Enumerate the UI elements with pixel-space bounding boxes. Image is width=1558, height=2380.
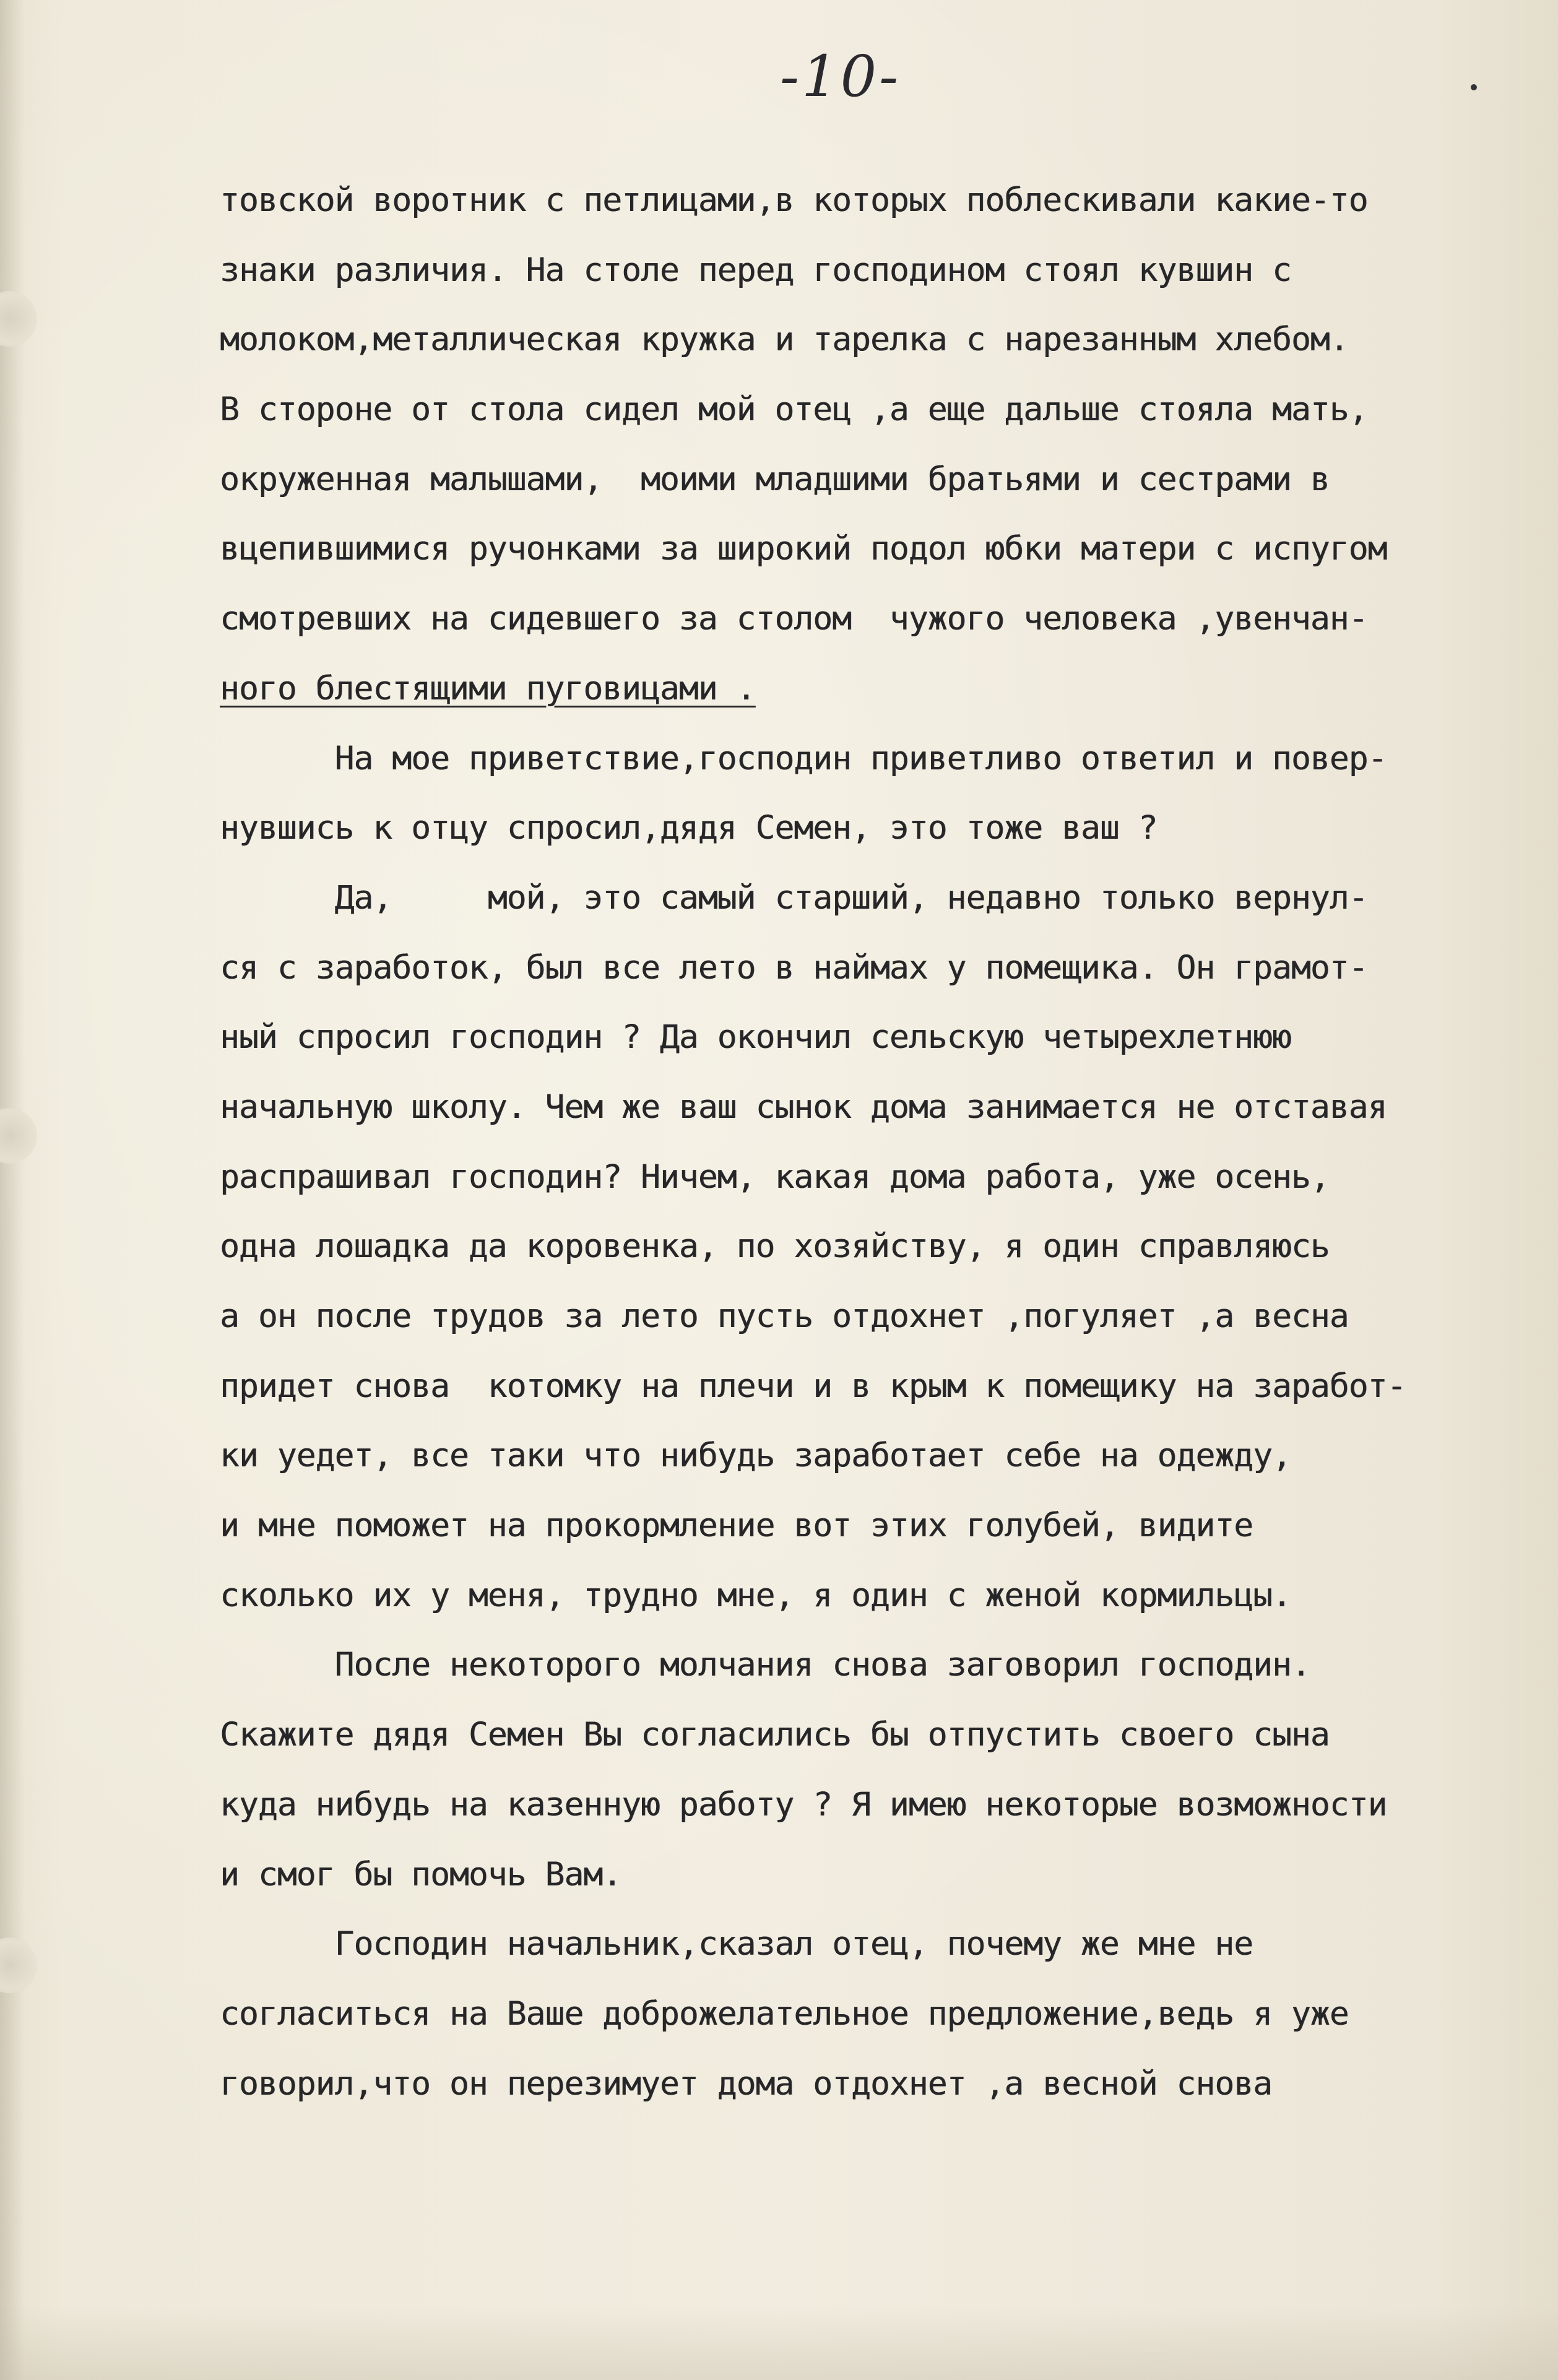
text-line: Господин начальник,сказал отец, почему же мне не xyxy=(220,1925,1253,1963)
text-line: На мое приветствие,господин приветливо ответил и повер- xyxy=(220,739,1387,777)
text-line: распрашивал господин? Ничем, какая дома работа, уже осень, xyxy=(220,1158,1330,1196)
text-line: начальную школу. Чем же ваш сынок дома занимается не отставая xyxy=(220,1088,1387,1126)
text-line: говорил,что он перезимует дома отдохнет ,а весной снова xyxy=(220,2064,1272,2103)
punch-hole xyxy=(0,1108,37,1164)
text-line: куда нибудь на казенную работу ? Я имею некоторые возможности xyxy=(220,1785,1387,1824)
text-line: вцепившимися ручонками за широкий подол юбки матери с испугом xyxy=(220,530,1387,568)
text-line: окруженная малышами, моими младшими братьями и сестрами в xyxy=(220,460,1330,498)
text-line: ки уедет, все таки что нибудь заработает себе на одежду, xyxy=(220,1437,1291,1475)
ink-speck xyxy=(1471,84,1477,90)
text-line: а он после трудов за лето пусть отдохнет ,погуляет ,а весна xyxy=(220,1297,1349,1335)
text-line: ный спросил господин ? Да окончил сельскую четырехлетнюю xyxy=(220,1018,1291,1057)
text-line: товской воротник с петлицами,в которых поблескивали какие-то xyxy=(220,181,1368,219)
text-line: ся с заработок, был все лето в наймах у помещика. Он грамот- xyxy=(220,948,1368,987)
typed-text-body xyxy=(220,166,1551,2119)
punch-hole xyxy=(0,1937,37,1993)
text-line: придет снова котомку на плечи и в крым к помещику на заработ- xyxy=(220,1367,1406,1405)
punch-hole xyxy=(0,291,37,347)
text-line: и смог бы помочь Вам. xyxy=(220,1855,622,1893)
page-edge-shadow xyxy=(0,0,25,2380)
page-bottom-shadow xyxy=(0,2306,1558,2380)
text-line: нувшись к отцу спросил,дядя Семен, это тоже ваш ? xyxy=(220,809,1158,847)
text-line: Да, мой, это самый старший, недавно только вернул- xyxy=(220,878,1368,917)
page-number: -10- xyxy=(780,43,901,110)
text-line: и мне поможет на прокормление вот этих голубей, видите xyxy=(220,1507,1253,1545)
text-line: В стороне от стола сидел мой отец ,а еще дальше стояла мать, xyxy=(220,391,1368,429)
text-line: сколько их у меня, трудно мне, я один с женой кормильцы. xyxy=(220,1576,1291,1614)
text-line: согласиться на Ваше доброжелательное предложение,ведь я уже xyxy=(220,1994,1349,2033)
text-line: одна лошадка да коровенка, по хозяйству, я один справляюсь xyxy=(220,1227,1330,1266)
text-line-underlined: ного блестящими пуговицами . xyxy=(220,669,756,708)
text-line: После некоторого молчания снова заговорил господин. xyxy=(220,1646,1310,1684)
text-line: знаки различия. На столе перед господином стоял кувшин с xyxy=(220,251,1291,289)
text-line: молоком,металлическая кружка и тарелка с нарезанным хлебом. xyxy=(220,321,1349,359)
text-line: Скажите дядя Семен Вы согласились бы отпустить своего сына xyxy=(220,1716,1330,1754)
text-line: смотревших на сидевшего за столом чужого человека ,увенчан- xyxy=(220,600,1368,638)
